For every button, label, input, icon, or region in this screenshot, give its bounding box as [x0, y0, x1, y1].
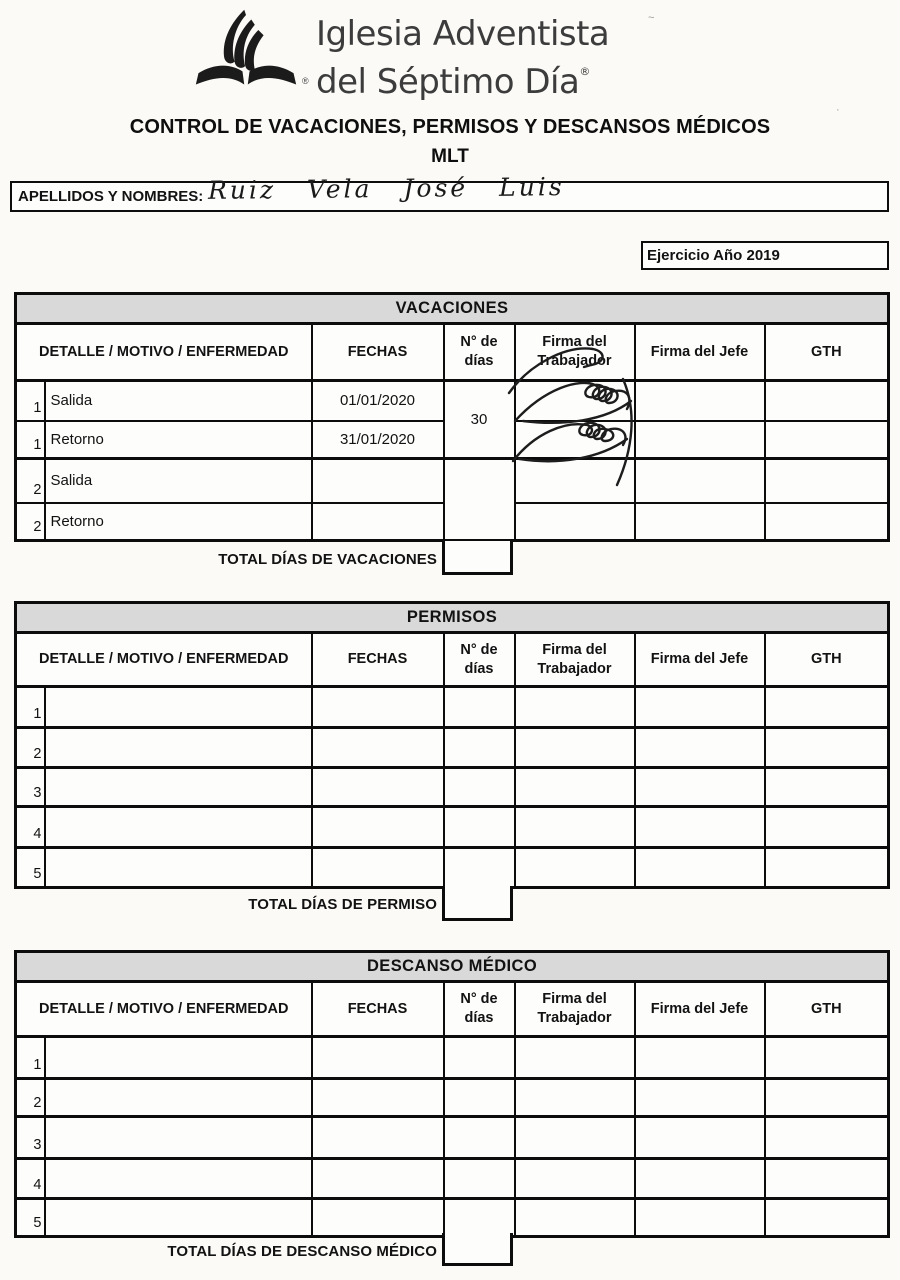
ejercicio-anio-label: Ejercicio Año 2019 — [647, 247, 780, 264]
cell-detalle — [45, 1159, 312, 1199]
cell-dias — [444, 1037, 515, 1079]
row-number: 1 — [16, 381, 45, 421]
cell-firma-trabajador — [515, 807, 635, 848]
cell-fecha — [312, 503, 444, 541]
cell-dias — [444, 768, 515, 807]
cell-gth — [765, 1117, 889, 1159]
cell-firma-trabajador — [515, 1199, 635, 1237]
registered-mark-icon: ® — [579, 65, 590, 78]
cell-gth — [765, 381, 889, 421]
cell-gth — [765, 687, 889, 728]
scan-noise: · — [836, 104, 840, 116]
col-header-firma-jefe: Firma del Jefe — [635, 324, 765, 381]
cell-gth — [765, 459, 889, 503]
cell-gth — [765, 503, 889, 541]
cell-gth — [765, 768, 889, 807]
cell-firma-trabajador — [515, 459, 635, 503]
adventist-logo-icon — [186, 8, 306, 96]
apellidos-nombres-handwritten-value: Ruiz Vela José Luis — [207, 172, 565, 205]
col-header-gth: GTH — [765, 982, 889, 1037]
cell-gth — [765, 1037, 889, 1079]
cell-dias-merged — [444, 459, 515, 541]
cell-firma-trabajador — [515, 728, 635, 768]
col-header-fechas: FECHAS — [312, 324, 444, 381]
cell-detalle: Retorno — [45, 503, 312, 541]
cell-fecha — [312, 848, 444, 888]
cell-detalle — [45, 1117, 312, 1159]
cell-firma-jefe — [635, 459, 765, 503]
cell-gth — [765, 807, 889, 848]
descanso-total-row — [14, 1233, 887, 1271]
vacaciones-total-row — [14, 541, 887, 579]
wordmark-line2: del Séptimo Día® — [316, 62, 590, 102]
col-header-fechas: FECHAS — [312, 633, 444, 687]
row-number: 2 — [16, 459, 45, 503]
cell-fecha — [312, 768, 444, 807]
col-header-firma-trabajador: Firma del Trabajador — [515, 633, 635, 687]
permisos-title-bar: PERMISOS — [16, 603, 889, 633]
cell-firma-trabajador — [515, 1037, 635, 1079]
vacaciones-total-label: TOTAL DÍAS DE VACACIONES — [218, 551, 437, 568]
cell-fecha — [312, 1037, 444, 1079]
church-wordmark — [316, 16, 609, 101]
cell-gth — [765, 421, 889, 459]
col-header-gth: GTH — [765, 324, 889, 381]
cell-detalle: Salida — [45, 381, 312, 421]
cell-firma-jefe — [635, 503, 765, 541]
col-header-dias: N° de días — [444, 324, 515, 381]
vacaciones-total-box — [442, 541, 513, 575]
row-number: 4 — [16, 1159, 45, 1199]
cell-dias — [444, 728, 515, 768]
cell-dias — [444, 1159, 515, 1199]
cell-detalle — [45, 1199, 312, 1237]
cell-firma-trabajador — [515, 848, 635, 888]
ejercicio-anio-box — [641, 241, 889, 270]
descanso-title-bar: DESCANSO MÉDICO — [16, 952, 889, 982]
descanso-total-label: TOTAL DÍAS DE DESCANSO MÉDICO — [167, 1243, 437, 1260]
document-title: CONTROL DE VACACIONES, PERMISOS Y DESCANSOS MÉDICOS — [129, 116, 771, 138]
cell-dias — [444, 848, 515, 888]
cell-firma-jefe — [635, 728, 765, 768]
cell-gth — [765, 728, 889, 768]
cell-fecha — [312, 728, 444, 768]
row-number: 2 — [16, 503, 45, 541]
cell-detalle — [45, 1037, 312, 1079]
cell-fecha — [312, 687, 444, 728]
cell-detalle — [45, 687, 312, 728]
cell-dias — [444, 1079, 515, 1117]
cell-gth — [765, 1199, 889, 1237]
col-header-fechas: FECHAS — [312, 982, 444, 1037]
col-header-firma-jefe: Firma del Jefe — [635, 633, 765, 687]
row-number: 1 — [16, 421, 45, 459]
cell-dias — [444, 687, 515, 728]
col-header-dias: N° de días — [444, 633, 515, 687]
cell-firma-trabajador — [515, 503, 635, 541]
cell-gth — [765, 848, 889, 888]
registered-mark-icon: ® — [302, 76, 309, 86]
cell-detalle — [45, 848, 312, 888]
cell-firma-trabajador — [515, 687, 635, 728]
cell-dias-merged: 30 — [444, 381, 515, 459]
vacaciones-title-bar: VACACIONES — [16, 294, 889, 324]
cell-dias — [444, 807, 515, 848]
cell-dias — [444, 1117, 515, 1159]
cell-firma-jefe — [635, 687, 765, 728]
vacaciones-table — [14, 292, 890, 542]
cell-detalle — [45, 1079, 312, 1117]
cell-fecha — [312, 807, 444, 848]
row-number: 3 — [16, 768, 45, 807]
cell-firma-jefe — [635, 1079, 765, 1117]
cell-firma-trabajador — [515, 421, 635, 459]
col-header-dias: N° de días — [444, 982, 515, 1037]
cell-fecha — [312, 1117, 444, 1159]
permisos-total-row — [14, 886, 887, 924]
cell-firma-jefe — [635, 1159, 765, 1199]
scan-noise: ~ — [648, 12, 655, 24]
cell-dias — [444, 1199, 515, 1237]
descanso-medico-table — [14, 950, 890, 1238]
col-header-detalle: DETALLE / MOTIVO / ENFERMEDAD — [16, 633, 312, 687]
cell-fecha: 01/01/2020 — [312, 381, 444, 421]
row-number: 2 — [16, 728, 45, 768]
wordmark-line1: Iglesia Adventista — [316, 14, 610, 54]
cell-detalle — [45, 807, 312, 848]
col-header-firma-trabajador: Firma del Trabajador — [515, 324, 635, 381]
col-header-gth: GTH — [765, 633, 889, 687]
cell-fecha: 31/01/2020 — [312, 421, 444, 459]
cell-firma-jefe — [635, 807, 765, 848]
descanso-total-box — [442, 1233, 513, 1266]
col-header-detalle: DETALLE / MOTIVO / ENFERMEDAD — [16, 982, 312, 1037]
document-subtitle: MLT — [431, 146, 469, 167]
cell-firma-jefe — [635, 1117, 765, 1159]
cell-firma-trabajador — [515, 1159, 635, 1199]
cell-firma-trabajador — [515, 1117, 635, 1159]
cell-detalle: Retorno — [45, 421, 312, 459]
cell-gth — [765, 1159, 889, 1199]
apellidos-nombres-field — [10, 172, 889, 212]
cell-firma-jefe — [635, 1199, 765, 1237]
col-header-detalle: DETALLE / MOTIVO / ENFERMEDAD — [16, 324, 312, 381]
apellidos-nombres-label: APELLIDOS Y NOMBRES: — [18, 188, 204, 205]
row-number: 4 — [16, 807, 45, 848]
permisos-total-box — [442, 886, 513, 921]
col-header-firma-trabajador: Firma del Trabajador — [515, 982, 635, 1037]
permisos-table — [14, 601, 890, 889]
cell-fecha — [312, 1079, 444, 1117]
cell-fecha — [312, 1199, 444, 1237]
cell-fecha — [312, 459, 444, 503]
cell-firma-trabajador — [515, 381, 635, 421]
row-number: 2 — [16, 1079, 45, 1117]
row-number: 1 — [16, 687, 45, 728]
col-header-firma-jefe: Firma del Jefe — [635, 982, 765, 1037]
row-number: 5 — [16, 1199, 45, 1237]
cell-firma-jefe — [635, 1037, 765, 1079]
cell-firma-jefe — [635, 381, 765, 421]
cell-firma-jefe — [635, 421, 765, 459]
cell-firma-jefe — [635, 768, 765, 807]
permisos-total-label: TOTAL DÍAS DE PERMISO — [248, 896, 437, 913]
cell-firma-trabajador — [515, 768, 635, 807]
row-number: 3 — [16, 1117, 45, 1159]
cell-detalle: Salida — [45, 459, 312, 503]
row-number: 5 — [16, 848, 45, 888]
cell-firma-trabajador — [515, 1079, 635, 1117]
cell-firma-jefe — [635, 848, 765, 888]
cell-gth — [765, 1079, 889, 1117]
cell-fecha — [312, 1159, 444, 1199]
row-number: 1 — [16, 1037, 45, 1079]
cell-detalle — [45, 768, 312, 807]
cell-detalle — [45, 728, 312, 768]
